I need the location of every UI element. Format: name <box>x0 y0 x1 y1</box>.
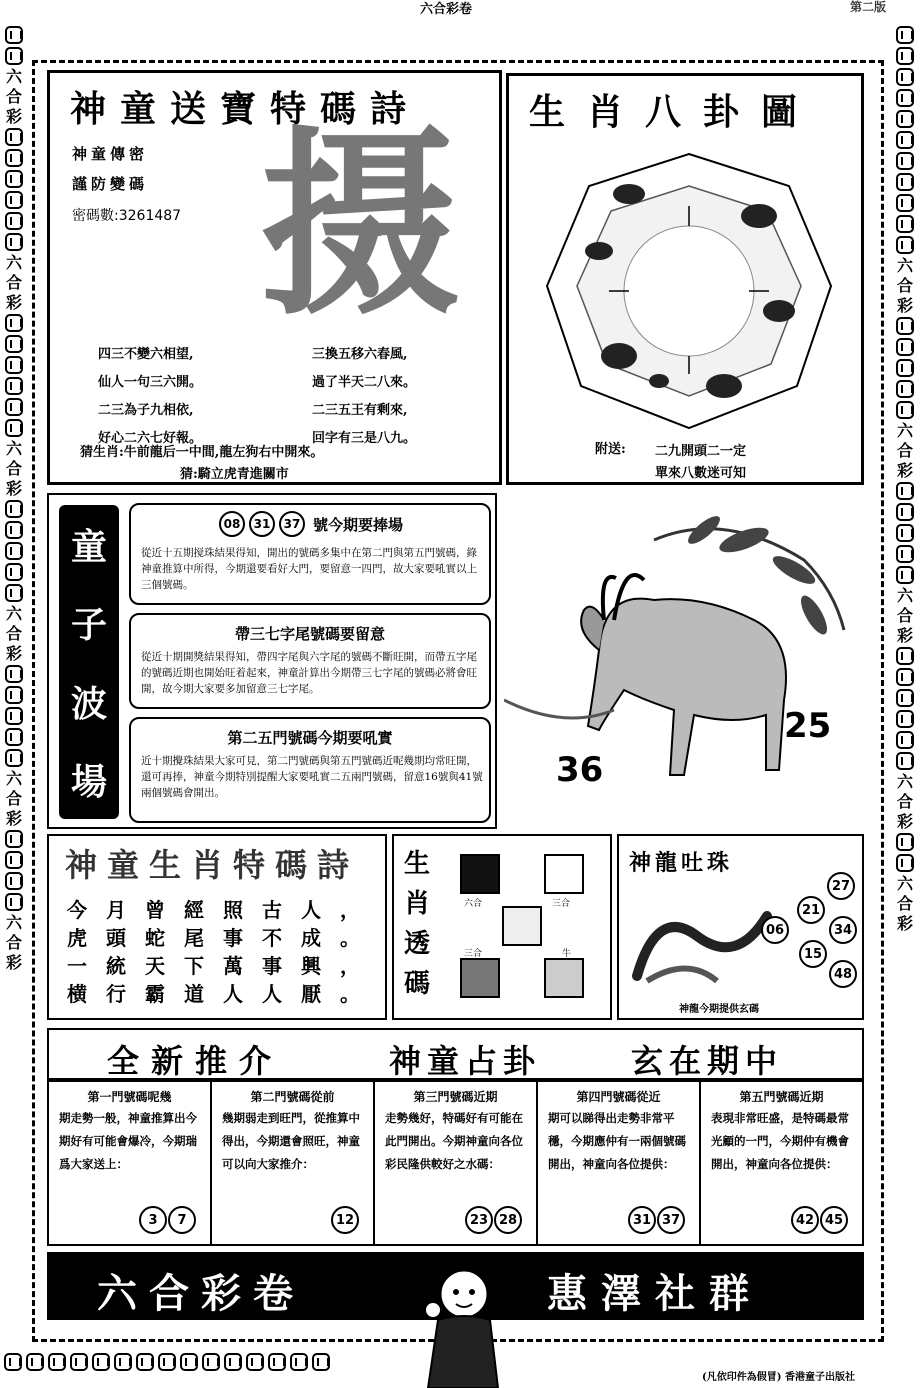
poem-char: 行 <box>106 982 126 1006</box>
number-ball: 37 <box>657 1206 685 1234</box>
reveal-title-char: 生 <box>404 849 431 879</box>
gift-line-1: 二九開頭二一定 <box>655 444 747 459</box>
side-char: 彩 <box>896 914 913 933</box>
door-balls <box>331 1206 359 1234</box>
door-text: 期走勢一般，神童推算出今期好有可能會爆冷，今期瑞爲大家送上： <box>59 1111 197 1171</box>
side-char: 合 <box>896 276 913 295</box>
tick-icon <box>5 377 23 395</box>
number-ball: 28 <box>494 1206 522 1234</box>
goat-number-left: 36 <box>556 750 604 790</box>
goat-number-right: 25 <box>784 706 832 746</box>
number-ball: 37 <box>279 511 305 537</box>
tick-icon <box>5 170 23 188</box>
poem-char: 人 <box>223 982 243 1006</box>
poem-column <box>262 896 282 1008</box>
door-card-4 <box>538 1082 701 1244</box>
tick-icon <box>896 668 914 686</box>
dragon-icon <box>627 886 777 996</box>
side-char: 彩 <box>5 953 22 972</box>
tick-icon <box>896 215 914 233</box>
poem-char: 厭 <box>301 982 321 1006</box>
tick-icon <box>896 689 914 707</box>
poem-line: 好心二六七好報。 <box>98 431 203 446</box>
side-char: 合 <box>5 87 22 106</box>
poem-char: 萬 <box>223 954 243 978</box>
tick-icon <box>896 26 914 44</box>
tick-icon <box>4 1353 22 1371</box>
number-ball: 3 <box>139 1206 167 1234</box>
side-char: 合 <box>5 933 22 952</box>
poem-char: 虎 <box>67 926 87 950</box>
poem-char: 經 <box>184 898 204 922</box>
tile-label: 三合 <box>464 949 483 959</box>
tongzi-section-2 <box>129 613 491 709</box>
door-card-1 <box>49 1082 212 1244</box>
reveal-title-char: 碼 <box>404 969 431 999</box>
poem-char: 曾 <box>145 898 165 922</box>
tick-icon <box>896 731 914 749</box>
tick-icon <box>5 398 23 416</box>
tick-icon <box>896 503 914 521</box>
zodiac-poem-grid <box>67 896 360 1008</box>
poem-line: 回字有三是八九。 <box>312 431 417 446</box>
side-char: 合 <box>5 789 22 808</box>
tick-icon <box>5 128 23 146</box>
tick-icon <box>896 152 914 170</box>
tick-icon <box>5 47 23 65</box>
tick-icon <box>312 1353 330 1371</box>
number-ball: 7 <box>168 1206 196 1234</box>
tick-icon <box>290 1353 308 1371</box>
poem-char: 道 <box>184 982 204 1006</box>
poem-line: 仙人一句三六開。 <box>98 375 203 390</box>
poem-panel <box>47 70 502 485</box>
poem-left-column <box>98 343 202 446</box>
side-char: 合 <box>896 606 913 625</box>
poem-line: 四三不變六相望, <box>98 347 194 362</box>
tongzi-panel <box>47 493 497 829</box>
footer-left-title: 六合彩卷 <box>97 1270 305 1317</box>
tick-icon <box>5 314 23 332</box>
poem-panel-title: 神童送寶特碼詩 <box>70 88 421 130</box>
tick-icon <box>896 833 914 851</box>
tick-icon <box>5 542 23 560</box>
sec2-text: 從近十期開獎結果得知，帶四字尾與六字尾的號碼不斷旺開，而帶五字尾的號碼近期也開始旺着起來，神童計算出今期帶三七字尾的號碼必將會旺開，故今期大家要多加留意三七字尾。 <box>141 651 477 695</box>
number-ball: 31 <box>249 511 275 537</box>
secret-label: 神童傳密 <box>72 145 149 163</box>
child-mascot-icon <box>418 1264 508 1388</box>
door-balls <box>791 1206 848 1234</box>
poem-char: 事 <box>262 954 282 978</box>
tick-icon <box>896 68 914 86</box>
tile-label: 六合 <box>464 899 483 909</box>
tile-label: 牛 <box>562 949 572 959</box>
tick-icon <box>896 194 914 212</box>
tick-icon <box>896 131 914 149</box>
door-text: 走勢幾好，特碼好有可能在此門開出。今期神童向各位彩民隆供較好之水碼： <box>385 1111 523 1171</box>
sec1-header <box>219 511 403 537</box>
tick-icon <box>70 1353 88 1371</box>
number-ball: 21 <box>797 896 825 924</box>
dragon-panel <box>617 834 864 1020</box>
right-side-strip <box>893 25 917 933</box>
tongzi-title-char: 童 <box>70 525 107 568</box>
poem-char: 下 <box>184 954 204 978</box>
tick-icon <box>158 1353 176 1371</box>
side-char: 六 <box>896 586 913 605</box>
side-char: 六 <box>5 67 22 86</box>
door-title: 第一門號碼呢幾 <box>87 1090 172 1104</box>
banner-right: 玄在期中 <box>631 1042 784 1080</box>
number-ball: 42 <box>791 1206 819 1234</box>
poem-char: 頭 <box>106 926 126 950</box>
side-char: 六 <box>896 874 913 893</box>
dog-tile-icon <box>544 854 584 894</box>
tick-icon <box>5 191 23 209</box>
tick-icon <box>5 149 23 167</box>
tick-icon <box>896 482 914 500</box>
poem-char: 照 <box>223 898 243 922</box>
poem-char: 成 <box>301 926 321 950</box>
tick-icon <box>180 1353 198 1371</box>
door-balls <box>139 1206 196 1234</box>
tick-icon <box>896 110 914 128</box>
side-char: 彩 <box>5 479 22 498</box>
poem-line: 過了半天二八來。 <box>312 375 417 390</box>
zodiac-reveal-panel <box>392 834 612 1020</box>
side-char: 彩 <box>5 107 22 126</box>
tongzi-title-char: 波 <box>70 682 107 725</box>
side-char: 六 <box>5 253 22 272</box>
poem-char: 統 <box>106 954 126 978</box>
secret-code: 密碼數:3261487 <box>72 208 182 224</box>
bagua-panel <box>506 73 864 485</box>
tick-icon <box>224 1353 242 1371</box>
tick-icon <box>48 1353 66 1371</box>
number-ball: 31 <box>628 1206 656 1234</box>
poem-char: 蛇 <box>145 926 165 950</box>
poem-char: ， <box>340 954 360 978</box>
tick-icon <box>5 728 23 746</box>
door-title: 第四門號碼從近 <box>576 1090 661 1104</box>
tick-icon <box>896 47 914 65</box>
side-char: 六 <box>5 439 22 458</box>
poem-char: 事 <box>223 926 243 950</box>
side-char: 合 <box>896 441 913 460</box>
sec1-text: 從近十五期搅珠結果得知，開出的號碼多集中在第二門與第五門號碼，錄神童推算中所得，今期還要看好大門，要留意一四門，故大家要吼實以上三個號碼。 <box>141 547 477 591</box>
tick-icon <box>5 686 23 704</box>
recommend-banner <box>47 1028 864 1080</box>
poem-column <box>67 896 87 1008</box>
number-ball: 48 <box>829 960 857 988</box>
tick-icon <box>896 710 914 728</box>
door-card-5 <box>701 1082 862 1244</box>
goat-illustration <box>504 500 864 826</box>
door-text: 表現非常旺盛，是特碼最常光顧的一門，今期仲有機會開出，神童向各位提供： <box>711 1111 849 1171</box>
number-ball: 08 <box>219 511 245 537</box>
side-char: 六 <box>5 604 22 623</box>
tick-icon <box>5 356 23 374</box>
tick-icon <box>896 401 914 419</box>
door-balls <box>465 1206 522 1234</box>
tick-icon <box>114 1353 132 1371</box>
poem-line: 三換五移六春風, <box>312 347 408 362</box>
tick-icon <box>896 854 914 872</box>
tongzi-section-3 <box>129 717 491 823</box>
side-char: 合 <box>5 459 22 478</box>
reveal-title-char: 透 <box>404 929 431 959</box>
tick-icon <box>896 545 914 563</box>
anti-change-label: 謹防變碼 <box>72 175 149 193</box>
poem-column <box>145 896 165 1008</box>
sec1-title: 號今期要捧場 <box>313 515 404 534</box>
sec3-title: 第二五門號碼今期要吼實 <box>227 729 393 747</box>
tick-icon <box>896 752 914 770</box>
banner-left: 全新推介 <box>107 1042 284 1080</box>
poem-char: 月 <box>106 898 126 922</box>
number-ball: 27 <box>827 872 855 900</box>
door-balls <box>628 1206 685 1234</box>
number-ball: 23 <box>465 1206 493 1234</box>
poem-char: 古 <box>262 898 282 922</box>
bottom-strip <box>4 1352 330 1372</box>
zodiac-poem-panel <box>47 834 387 1020</box>
side-char: 合 <box>5 273 22 292</box>
tick-icon <box>5 419 23 437</box>
tick-icon <box>5 335 23 353</box>
poem-char: 興 <box>301 954 321 978</box>
doors-row <box>47 1080 864 1246</box>
zodiac-reveal-title <box>404 844 430 1004</box>
side-char: 彩 <box>896 626 913 645</box>
guess-zodiac-2: 猜:騎立虎青進關市 <box>180 467 289 482</box>
monkey-tile-icon <box>502 906 542 946</box>
poem-char: 。 <box>340 982 360 1006</box>
tick-icon <box>896 359 914 377</box>
poem-char: 今 <box>67 898 87 922</box>
side-char: 合 <box>896 792 913 811</box>
door-card-2 <box>212 1082 375 1244</box>
tick-icon <box>5 563 23 581</box>
tick-icon <box>896 566 914 584</box>
tongzi-title-char: 子 <box>70 604 107 647</box>
banner-mid: 神童占卦 <box>389 1042 542 1080</box>
top-header-title: 六合彩卷 <box>420 2 473 17</box>
side-char: 彩 <box>5 809 22 828</box>
poem-column <box>106 896 126 1008</box>
tick-icon <box>268 1353 286 1371</box>
door-title: 第二門號碼從前 <box>250 1090 335 1104</box>
poem-char: 人 <box>262 982 282 1006</box>
tick-icon <box>896 89 914 107</box>
poem-column <box>301 896 321 1008</box>
tick-icon <box>5 749 23 767</box>
door-title: 第五門號碼近期 <box>739 1090 824 1104</box>
tick-icon <box>136 1353 154 1371</box>
tile-label: 三合 <box>552 899 571 909</box>
tick-icon <box>5 500 23 518</box>
poem-char: 天 <box>145 954 165 978</box>
tongzi-section-1 <box>129 503 491 605</box>
tick-icon <box>5 26 23 44</box>
side-char: 彩 <box>5 644 22 663</box>
poem-column <box>340 896 360 1008</box>
tick-icon <box>5 830 23 848</box>
left-side-strip <box>2 25 26 972</box>
tick-icon <box>896 524 914 542</box>
poem-char: 尾 <box>184 926 204 950</box>
side-char: 合 <box>5 624 22 643</box>
poem-line: 二三五王有剩來, <box>312 403 408 418</box>
zodiac-poem-title: 神童生肖特碼詩 <box>65 846 360 884</box>
dragon-caption: 神龍今期提供玄碼 <box>679 1004 759 1015</box>
reveal-title-char: 肖 <box>404 889 431 919</box>
poem-column <box>184 896 204 1008</box>
tongzi-side-title <box>59 505 119 819</box>
tick-icon <box>896 173 914 191</box>
tick-icon <box>5 851 23 869</box>
tick-icon <box>5 212 23 230</box>
tick-icon <box>5 872 23 890</box>
bagua-wheel <box>539 146 839 436</box>
top-header-page: 第二版 <box>850 0 887 14</box>
door-title: 第三門號碼近期 <box>413 1090 498 1104</box>
tick-icon <box>26 1353 44 1371</box>
poem-char: 一 <box>67 954 87 978</box>
side-char: 彩 <box>896 812 913 831</box>
ox-tile-icon <box>544 958 584 998</box>
tick-icon <box>896 647 914 665</box>
number-ball: 15 <box>799 940 827 968</box>
horse-tile-icon <box>460 854 500 894</box>
number-ball: 06 <box>761 916 789 944</box>
tick-icon <box>896 380 914 398</box>
tick-icon <box>896 236 914 254</box>
poem-right-column <box>312 343 416 446</box>
number-ball: 12 <box>331 1206 359 1234</box>
poem-char: 横 <box>67 982 87 1006</box>
tick-icon <box>246 1353 264 1371</box>
dragon-title: 神龍吐珠 <box>629 850 734 876</box>
side-char: 六 <box>896 772 913 791</box>
snake-tile-icon <box>460 958 500 998</box>
gift-label: 附送: <box>595 442 626 457</box>
side-char: 彩 <box>5 293 22 312</box>
number-ball: 45 <box>820 1206 848 1234</box>
publisher-note: (凡依印件為假冒) 香港童子出版社 <box>702 1372 855 1383</box>
sec2-title: 帶三七字尾號碼要留意 <box>234 625 385 643</box>
tick-icon <box>5 707 23 725</box>
side-char: 六 <box>5 769 22 788</box>
bagua-title: 生肖八卦圖 <box>529 91 820 133</box>
side-char: 六 <box>896 421 913 440</box>
poem-char: 人 <box>301 898 321 922</box>
sec3-text: 近十期攪珠結果大家可見，第二門號碼與第五門號碼近呢幾期均常旺開，還可再捧，神童今期特別提醒大家要吼實二五兩門號碼，留意16號與41號兩個號碼會開出。 <box>141 755 483 799</box>
tick-icon <box>896 338 914 356</box>
poem-char: 。 <box>340 926 360 950</box>
side-char: 六 <box>5 913 22 932</box>
tick-icon <box>5 665 23 683</box>
door-text: 幾期弱走到旺門，從推算中得出，今期還會照旺，神童可以向大家推介： <box>222 1111 360 1171</box>
guess-zodiac: 猜生肖:牛前龍后一中間,龍左狗右中開來。 <box>80 445 324 460</box>
poem-line: 二三為子九相依, <box>98 403 194 418</box>
side-char: 彩 <box>896 296 913 315</box>
footer-right-title: 惠澤社群 <box>547 1270 763 1317</box>
gift-line-2: 單來八數迷可知 <box>655 466 747 481</box>
side-char: 合 <box>896 894 913 913</box>
big-character: 摄 <box>260 108 461 343</box>
poem-char: 不 <box>262 926 282 950</box>
tick-icon <box>202 1353 220 1371</box>
side-char: 彩 <box>896 461 913 480</box>
poem-char: ， <box>340 898 360 922</box>
number-ball: 34 <box>829 916 857 944</box>
tick-icon <box>5 893 23 911</box>
poem-char: 霸 <box>145 982 165 1006</box>
tick-icon <box>92 1353 110 1371</box>
tongzi-title-char: 場 <box>70 761 107 804</box>
tick-icon <box>5 584 23 602</box>
door-card-3 <box>375 1082 538 1244</box>
tick-icon <box>5 521 23 539</box>
tick-icon <box>5 233 23 251</box>
door-text: 期可以睇得出走勢非常平穩，今期應仲有一兩個號碼開出，神童向各位提供： <box>548 1111 686 1171</box>
tick-icon <box>896 317 914 335</box>
side-char: 六 <box>896 256 913 275</box>
poem-column <box>223 896 243 1008</box>
